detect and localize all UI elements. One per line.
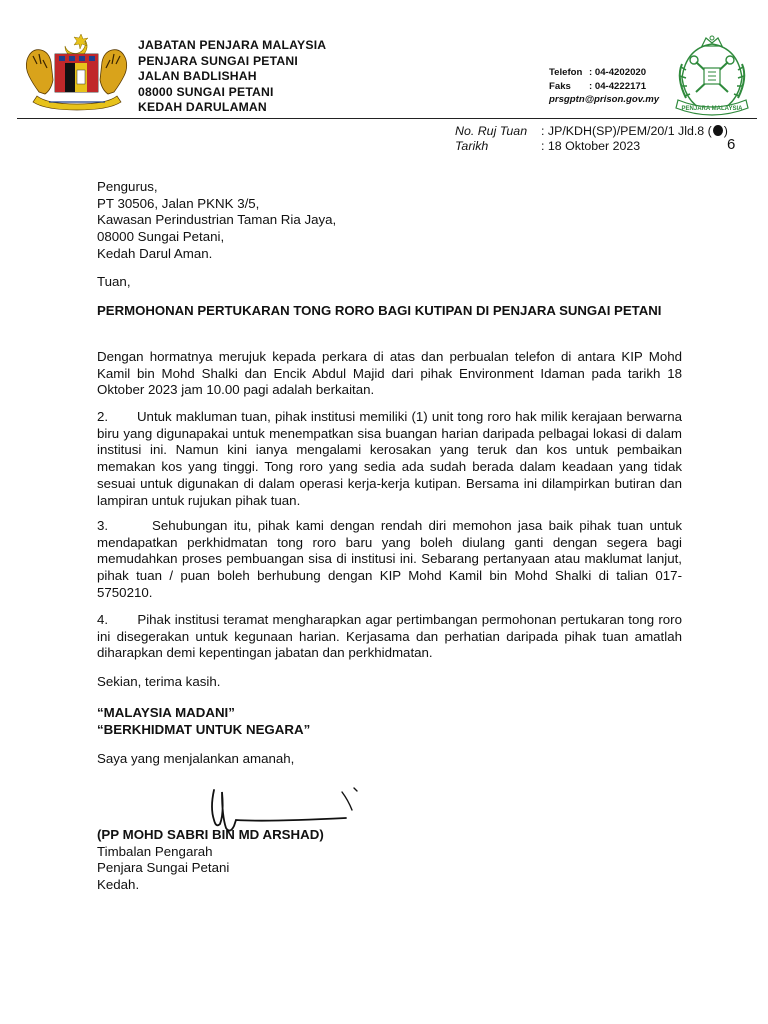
paragraph-1: Dengan hormatnya merujuk kepada perkara di atas dan perbualan telefon di antara KIP Mohd Kamil bin Mohd Shalki dan Encik Abdul Majid dari pihak Environment Idaman pada tarikh 18 Oktober 2023 jam 10.00 pagi adalah berkaitan. [97,349,682,398]
no-ruj-value: : JP/KDH(SP)/PEM/20/1 Jld.8 ( [541,124,712,138]
email-address: prsgptn@prison.gov.my [549,94,660,106]
header-divider [17,118,757,119]
org-line: JALAN BADLISHAH [138,69,257,84]
motto [97,705,682,738]
signatory-name: (PP MOHD SABRI BIN MD ARSHAD) [97,827,324,842]
org-line: JABATAN PENJARA MALAYSIA [138,38,327,52]
faks-label: Faks [549,80,571,92]
recipient-line: PT 30506, Jalan PKNK 3/5, [97,195,260,211]
recipient-line: Pengurus, [97,179,158,194]
penjara-malaysia-emblem-icon [672,34,752,118]
closing-line: Sekian, terima kasih. [97,674,221,689]
telefon-value: : 04-4202020 [589,67,647,78]
emblem-banner-text: PENJARA MALAYSIA [681,106,743,112]
org-line: PENJARA SUNGAI PETANI [138,53,298,68]
telefon-label: Telefon [549,67,583,78]
motto-line: “BERKHIDMAT UNTUK NEGARA” [97,721,311,737]
no-ruj-value-close: ) [723,124,728,138]
org-line: KEDAH DARULAMAN [138,100,267,115]
signatory-state: Kedah. [97,877,140,893]
motto-line: “MALAYSIA MADANI” [97,705,235,720]
recipient-line: Kawasan Perindustrian Taman Ria Jaya, [97,212,337,228]
paragraph-4: 4. Pihak institusi teramat mengharapkan agar pertimbangan permohonan pertukaran tong roro ini disegerakan untuk kegunaan harian. Kerjasama dan perhatian daripada pihak tuan amatlah diharapkan demi kepentingan jabatan dan perkhidmatan. [97,612,682,661]
signatory-office: Penjara Sungai Petani [97,860,230,876]
no-ruj-label: No. Ruj Tuan [455,124,528,138]
sign-off: Saya yang menjalankan amanah, [97,751,295,766]
salutation: Tuan, [97,274,131,289]
org-line: 08000 SUNGAI PETANI [138,84,274,99]
reference-handwritten-number: 6 [727,136,736,153]
tarikh-value: : 18 Oktober 2023 [541,139,641,153]
tarikh-label: Tarikh [455,139,489,153]
signatory-title: Timbalan Pengarah [97,843,213,859]
paragraph-3: 3. Sehubungan itu, pihak kami dengan rendah diri memohon jasa baik pihak tuan untuk mendapatkan perkhidmatan tong roro baru yang boleh diulang ganti dengan segera bagi memudahkan proses pembuangan sisa di institusi ini. Sebarang pertanyaan atau maklumat lanjut, pihak tuan / puan boleh berhubung dengan KIP Mohd Kamil bin Mohd Shalki di talian 017-5750210. [97,518,682,600]
recipient-address [97,179,682,263]
malaysia-coat-of-arms-icon [19,30,134,112]
signatory-block [97,827,682,894]
filled-dot-icon [713,125,723,136]
recipient-line: Kedah Darul Aman. [97,245,213,261]
reference-labels [455,124,527,154]
paragraph-2: 2. Untuk makluman tuan, pihak institusi memiliki (1) unit tong roro hak milik kerajaan berwarna biru yang digunapakai untuk menempatkan sisa buangan harian daripada pelbagai lokasi di dalam institusi ini. Namun kini ianya mengalami kerosakan yang teruk dan kos untuk pembaikan memakan kos yang tinggi. Tong roro yang sedia ada sudah berada dalam keadaan yang tidak sesuai untuk digunakan di dalam operasi kerja-kerja kutipan. Bersama ini dilampirkan butiran dan lampiran untuk rujukan pihak tuan. [97,409,682,508]
organization-address [138,38,326,116]
faks-value: : 04-4222171 [589,80,647,92]
recipient-line: 08000 Sungai Petani, [97,229,225,245]
contact-info [549,66,659,107]
reference-values [541,124,728,154]
letter-subject: PERMOHONAN PERTUKARAN TONG RORO BAGI KUTIPAN DI PENJARA SUNGAI PETANI [97,303,662,318]
